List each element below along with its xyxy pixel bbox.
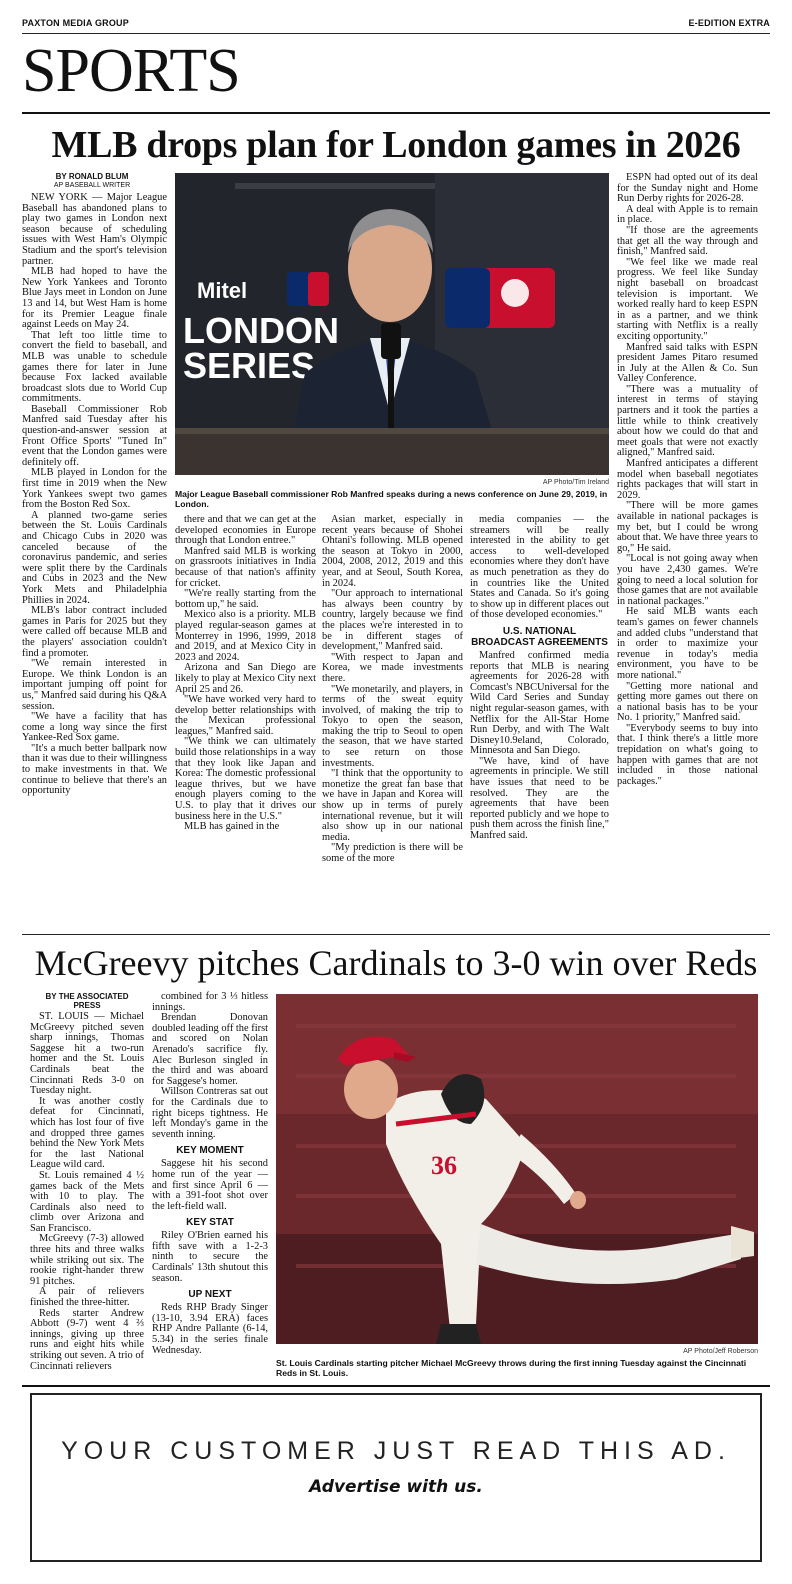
story2-byline: BY THE ASSOCIATED PRESS	[45, 992, 129, 1010]
mcgreevy-photo-image	[276, 994, 758, 1344]
section-rule	[22, 112, 770, 114]
publisher-name: PAXTON MEDIA GROUP	[22, 18, 129, 28]
paragraph: He said MLB wants each team's games on fewer channels and added clubs "understand that in order to maximize your revenue in today's media environment, you have to be more national."	[617, 606, 758, 681]
paragraph: Baseball Commissioner Rob Manfred said Tuesday after his question-and-answer session at Front Office Sports' "Tuned In" event that the London games were definitely off.	[22, 403, 167, 468]
broadcast-subhead: U.S. NATIONAL BROADCAST AGREEMENTS	[471, 625, 608, 648]
jersey-number: 36	[431, 1151, 457, 1180]
paragraph: "It's a much better ballpark now than it was due to their willingness to make investments in that. We continue to believe that there's an opportunity	[22, 742, 167, 797]
paragraph: "There was a mutuality of interest in terms of staying partners and it took the parties a little while to think creatively about how we could do that and meet goals that were not exactly aligned," Manfred said.	[617, 383, 758, 459]
paragraph: "We're really starting from the bottom up," he said.	[175, 588, 316, 610]
paragraph: Willson Contreras sat out for the Cardinals due to right biceps tightness. He left Monday's game in the seventh inning.	[152, 1086, 268, 1140]
story1-headline: MLB drops plan for London games in 2026	[51, 124, 741, 166]
paragraph: ESPN had opted out of its deal for the Sunday night and Home Run Derby rights for 2026-28.	[617, 172, 758, 205]
key-moment-text	[152, 1159, 268, 1212]
paragraph: MLB's labor contract included games in Paris for 2025 but they were called off because MLB and the players' association couldn't find a promoter.	[22, 605, 167, 659]
paragraph: Reds starter Andrew Abbott (9-7) went 4 ⅔ innings, giving up three runs and eight hits while striking out seven. A trio of Cincinnati relievers	[30, 1307, 144, 1372]
edition-label: E-EDITION EXTRA	[688, 18, 770, 28]
ad-top-rule	[22, 1385, 770, 1387]
paragraph: "We remain interested in Europe. We think London is an important jumping off point for us," Manfred said during his Q&A session.	[22, 658, 167, 712]
ad-tagline[interactable]: Advertise with us.	[309, 1477, 483, 1497]
paragraph: A planned two-game series between the St. Louis Cardinals and Chicago Cubs in 2020 was canceled because of the coronavirus pandemic, and series were split there by the Cardinals and Cubs in 2023 and the New York Mets and Philadelphia Phillies in 2024.	[22, 509, 167, 606]
paragraph: Arizona and San Diego are likely to play at Mexico City next April 25 and 26.	[175, 662, 316, 695]
ad-headline: YOUR CUSTOMER JUST READ THIS AD.	[61, 1437, 731, 1465]
story1-column-1	[22, 193, 167, 797]
manfred-photo-image	[175, 173, 609, 475]
story1-byline	[22, 172, 162, 190]
story1-column-2	[175, 515, 316, 833]
paragraph: "Everybody seems to buy into that. I think there's a little more trepidation on what's going to happen with games that are not included in those national packages."	[617, 722, 758, 787]
byline-name: BY RONALD BLUM	[55, 172, 129, 181]
photo-sign-series: SERIES	[183, 345, 316, 386]
section-title: SPORTS	[22, 37, 240, 105]
top-rule	[22, 33, 770, 34]
paragraph: Asian market, especially in recent years because of Shohei Ohtani's following. MLB opened the season at Tokyo in 2000, 2004, 2008, 2012, 2019 and this year, and at Seoul, South Korea, in 2024.	[322, 514, 463, 589]
photo-sign-london: LONDON	[183, 310, 339, 351]
advertisement[interactable]	[30, 1393, 762, 1562]
story2-column-1	[30, 1012, 144, 1372]
paragraph: "We have, kind of have agreements in principle. We still have issues that need to be resolved. They are the agreements that have been reported publicly and we hope to push them across the finish line," Manfred said.	[470, 755, 609, 842]
paragraph: Mexico also is a priority. MLB played regular-season games at Monterrey in 1996, 1999, 2018 and 2019, and at Mexico City in 2023 and 2024.	[175, 609, 316, 663]
paragraph: MLB has gained in the	[184, 821, 280, 833]
paragraph: "Getting more national and getting more games out there on a national basis has to be your No. 1 priority," Manfred said.	[617, 680, 758, 724]
paragraph: "We think we can ultimately build those relationships in a way that they look like Japan and Korea: The domestic professional league thrives, but we have enough players coming to the U.S. to play that it drives our business here in the U.S."	[175, 736, 316, 822]
paragraph: "My prediction is there will be some of the more	[322, 842, 463, 864]
paragraph: Manfred said talks with ESPN president James Pitaro resumed in July at the Allen & Co. Sun Valley Conference.	[617, 341, 758, 385]
paragraph: there and that we can get at the developed economies in Europe through that London entree."	[175, 514, 316, 547]
paragraph: "We monetarily, and players, in terms of the sweat equity involved, of making the trip to Tokyo to open the season, making the trip to Seoul to open the season, that we have started to see return on those investments.	[322, 683, 463, 769]
story1-column-4	[470, 515, 609, 842]
paragraph: St. Louis remained 4 ½ games back of the Mets with 10 to play. The Cardinals also need to climb over Arizona and San Francisco.	[30, 1169, 144, 1234]
story2-photo-caption: St. Louis Cardinals starting pitcher Michael McGreevy throws during the first inning Tuesday against the Cincinnati Reds in St. Louis.	[276, 1358, 747, 1378]
paragraph: "If those are the agreements that get all the way through and finish," Manfred said.	[617, 224, 758, 258]
byline-role: AP BASEBALL WRITER	[53, 182, 131, 189]
paragraph: A deal with Apple is to remain in place.	[617, 203, 758, 226]
paragraph: MLB played in London for the first time in 2019 when the New York Yankees swept two games from the Boston Red Sox.	[22, 467, 167, 511]
paragraph: McGreevy (7-3) allowed three hits and three walks while striking out six. The rookie right-hander threw 91 pitches.	[30, 1233, 144, 1287]
photo-sign-mitel: Mitel	[197, 278, 248, 303]
paragraph: Manfred anticipates a different model when baseball negotiates rights packages that will start in 2029.	[617, 458, 758, 501]
paragraph: NEW YORK — Major League Baseball has abandoned plans to play two games in London next season because of scheduling issues with West Ham's Olympic Stadium and the sport's television partner.	[22, 192, 167, 267]
paragraph: Riley O'Brien earned his fifth save with a 1-2-3 ninth to secure the Cardinals' 13th shutout this season.	[152, 1230, 268, 1284]
up-next-text	[152, 1303, 268, 1356]
paragraph: "We have a facility that has come a long way since the first Yankee-Red Sox game.	[22, 711, 167, 744]
key-stat-subhead: KEY STAT	[186, 1217, 234, 1229]
mcgreevy-photo	[276, 994, 758, 1344]
paragraph: Reds RHP Brady Singer (13-10, 3.94 ERA) faces RHP Andre Pallante (6-14, 5.34) in the series finale Wednesday.	[152, 1302, 268, 1356]
paragraph: "Local is not going away when you have 2,430 games. We're going to need a local solution for those games that are not available in national packages."	[617, 553, 758, 607]
paragraph: combined for 3 ⅓ hitless innings.	[152, 991, 268, 1013]
paragraph: That left too little time to convert the field to baseball, and MLB was unable to schedule games there for later in June because Fox lacked available broadcast slots due to World Cup commitments.	[22, 329, 167, 405]
paragraph: "There will be more games available in national packages is my bet, but I could be wrong about that. We have three years to go," He said.	[617, 500, 758, 554]
story1-column-3	[322, 515, 463, 865]
story1-column-4-top	[470, 515, 609, 621]
story2-column-2	[152, 992, 268, 1356]
story1-column-5	[617, 173, 758, 787]
story2-column-2-top	[152, 992, 268, 1140]
paragraph: Manfred confirmed media reports that MLB is nearing agreements for 2026-28 with Comcast's NBCUniversal for the Wild Card Series and Sunday night regular-season games, with Netflix for the All-Star Home Run Derby, and with The Walt Disney10.9eland, Colorado, Minnesota and San Diego.	[470, 649, 609, 757]
up-next-subhead: UP NEXT	[188, 1289, 232, 1301]
paragraph: MLB had hoped to have the New York Yankees and Toronto Blue Jays meet in London on June 13 and 14, but West Ham is home for its Premier League finale against Leeds on May 24.	[22, 266, 167, 331]
paragraph: Brendan Donovan doubled leading off the first and scored on Nolan Arenado's sacrifice fly. Alec Burleson singled in the third and was aboard for Saggese's homer.	[152, 1012, 268, 1087]
paragraph: "Our approach to international has always been country by country, largely because we find the places we're interested in to be in different stages of development," Manfred said.	[322, 588, 463, 653]
paragraph: Saggese hit his second home run of the year — and first since April 6 — with a 391-foot shot over the left-field wall.	[152, 1158, 268, 1212]
story1-column-4-bottom	[470, 651, 609, 842]
manfred-photo	[175, 173, 609, 475]
paragraph: "We have worked very hard to develop better relationships with the Mexican professional leagues," Manfred said.	[175, 694, 316, 737]
key-moment-subhead: KEY MOMENT	[176, 1145, 244, 1157]
paragraph: "We feel like we made real progress. We feel like Sunday night baseball on broadcast television is important. We worked really hard to keep ESPN in as a partner, and we think starting with Netflix is a really exciting opportunity."	[617, 256, 758, 342]
story2-photo-credit: AP Photo/Jeff Roberson	[683, 1348, 758, 1355]
story2-headline: McGreevy pitches Cardinals to 3-0 win over Reds	[34, 943, 758, 983]
paragraph: ST. LOUIS — Michael McGreevy pitched seven sharp innings, Thomas Saggese hit a two-run homer and the St. Louis Cardinals beat the Cincinnati Reds 3-0 on Tuesday night.	[30, 1011, 144, 1097]
paragraph: "I think that the opportunity to monetize the great fan base that we have in Japan and Korea will show up in terms of purely international revenue, but it will also show up in our national media.	[322, 768, 463, 843]
paragraph: A pair of relievers finished the three-hitter.	[30, 1286, 144, 1309]
paragraph: media companies — the streamers will be really interested in the ability to get access to well-developed economies where they don't have as much penetration as they do in countries like the United States and Canada. So it's going to show up in different places out of those developed economies."	[470, 514, 609, 621]
story-divider	[22, 934, 770, 935]
story1-photo-caption: Major League Baseball commissioner Rob Manfred speaks during a news conference on June 29, 2019, in London.	[175, 489, 608, 509]
paragraph: Manfred said MLB is working on grassroots initiatives in India because of that nation's affinity for cricket.	[175, 545, 316, 589]
paragraph: It was another costly defeat for Cincinnati, which has lost four of five and dropped three games behind the New York Mets for the last National League wild card.	[30, 1095, 144, 1171]
story1-photo-credit: AP Photo/Tim Ireland	[542, 479, 609, 486]
top-bar	[22, 18, 770, 32]
paragraph: "With respect to Japan and Korea, we made investments there.	[322, 651, 463, 684]
key-stat-text	[152, 1231, 268, 1284]
